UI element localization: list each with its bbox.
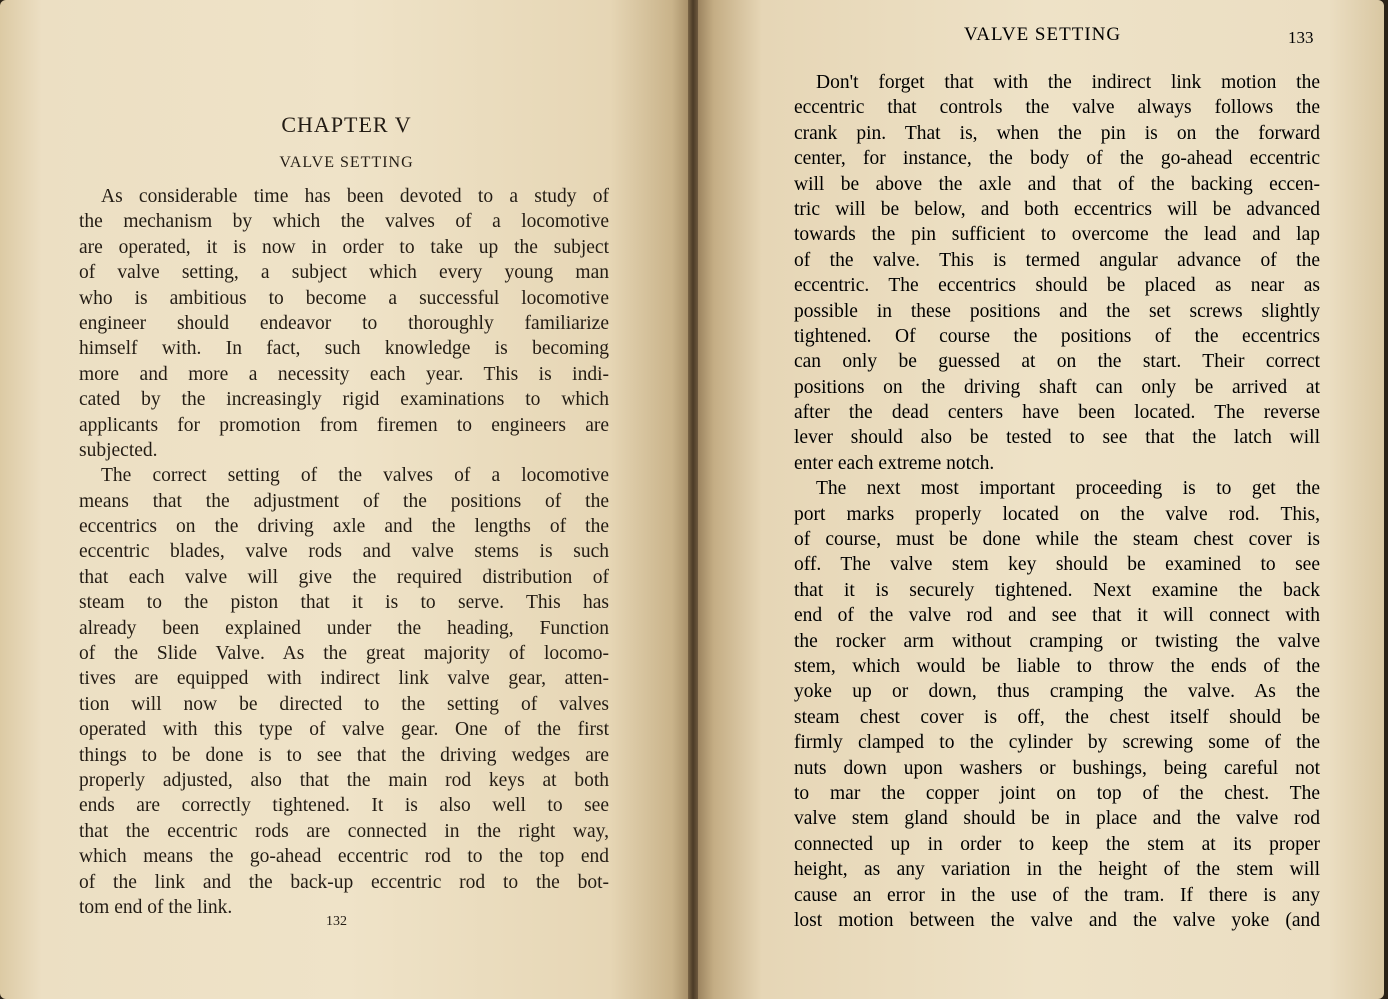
text-line: towards the pin sufficient to overcome the lead and lap [794,224,1320,246]
section-title: VALVE SETTING [279,154,414,171]
text-line: port marks properly located on the valve rod. This, [794,503,1320,525]
text-line: that it is securely tightened. Next examine the back [794,579,1320,601]
text-line: lost motion between the valve and the valve yoke (and [794,909,1320,931]
left-page-text [79,184,609,920]
text-line: Don't forget that with the indirect link motion the [816,72,1320,93]
text-line: eccentric. The eccentrics should be placed as near as [794,275,1320,297]
text-line: nuts down upon washers or bushings, being careful not [794,757,1320,779]
text-line: enter each extreme notch. [794,452,995,474]
text-line: eccentric blades, valve rods and valve stems is such [79,541,609,563]
page-number: 133 [1288,28,1314,47]
text-line: will be above the axle and that of the backing eccen- [794,173,1320,195]
text-line: tom end of the link. [79,896,233,918]
text-line: are operated, it is now in order to take up the subject [79,236,609,258]
text-line: of the link and the back-up eccentric rod to the bot- [79,871,609,893]
text-line: properly adjusted, also that the main rod keys at both [79,769,609,791]
text-line: the rocker arm without cramping or twisting the valve [794,630,1320,652]
text-line: after the dead centers have been located. The reverse [794,402,1320,424]
text-line: end of the valve rod and see that it will connect with [794,605,1320,627]
text-line: to mar the copper joint on top of the chest. The [794,782,1320,804]
text-line: positions on the driving shaft can only be arrived at [794,376,1320,398]
text-line: stem, which would be liable to throw the ends of the [794,655,1320,677]
text-line: subjected. [79,439,158,461]
text-line: cated by the increasingly rigid examinations to which [79,389,609,411]
text-line: steam to the piston that it is to serve. This has [79,592,609,614]
chapter-title: CHAPTER V [281,112,412,137]
text-line: of the Slide Valve. As the great majority of locomo- [79,643,609,665]
left-page [0,0,693,999]
text-line: tric will be below, and both eccentrics will be advanced [794,198,1320,220]
text-line: more and more a necessity each year. This is indi- [79,363,609,385]
text-line: possible in these positions and the set screws slightly [794,300,1320,322]
text-line: means that the adjustment of the positions of the [79,490,609,512]
text-line: of course, must be done while the steam chest cover is [794,529,1320,551]
text-line: tion will now be directed to the setting of valves [79,693,609,715]
text-line: operated with this type of valve gear. One of the first [79,719,609,741]
text-line: already been explained under the heading, Function [79,617,609,639]
text-line: The correct setting of the valves of a locomotive [101,465,609,487]
text-line: that the eccentric rods are connected in the right way, [79,820,609,842]
text-line: firmly clamped to the cylinder by screwing some of the [794,732,1320,754]
text-line: The next most important proceeding is to get the [816,478,1320,500]
text-line: cause an error in the use of the tram. If there is any [794,884,1320,906]
text-line: engineer should endeavor to thoroughly familiarize [79,312,609,334]
text-line: As considerable time has been devoted to a study of [101,186,609,207]
text-line: tives are equipped with indirect link valve gear, atten- [79,668,609,690]
right-page-text [794,70,1320,933]
text-line: can only be guessed at on the start. Their correct [794,351,1320,373]
text-line: crank pin. That is, when the pin is on the forward [794,122,1320,144]
text-line: which means the go-ahead eccentric rod to the top end [79,846,609,868]
text-line: valve stem gland should be in place and the valve rod [794,808,1320,830]
text-line: things to be done is to see that the driving wedges are [79,744,609,766]
text-line: connected up in order to keep the stem at its proper [794,833,1320,855]
text-line: steam chest cover is off, the chest itself should be [794,706,1320,728]
text-line: tightened. Of course the positions of the eccentrics [794,325,1320,347]
page-folio: 132 [326,914,347,929]
text-line: lever should also be tested to see that the latch will [794,427,1320,449]
text-line: that each valve will give the required distribution of [79,566,609,588]
text-line: of valve setting, a subject which every young man [79,262,609,284]
text-line: off. The valve stem key should be examined to see [794,554,1320,576]
text-line: eccentrics on the driving axle and the lengths of the [79,516,609,538]
book-gutter [688,0,698,999]
text-line: ends are correctly tightened. It is also well to see [79,795,609,817]
text-line: of the valve. This is termed angular advance of the [794,249,1320,271]
text-line: who is ambitious to become a successful locomotive [79,287,609,309]
text-line: center, for instance, the body of the go-ahead eccentric [794,148,1320,170]
running-head: VALVE SETTING [964,24,1122,45]
text-line: yoke up or down, thus cramping the valve. As the [794,681,1320,703]
text-line: applicants for promotion from firemen to engineers are [79,414,609,436]
text-line: eccentric that controls the valve always follows the [794,97,1320,119]
text-line: himself with. In fact, such knowledge is becoming [79,338,609,360]
text-line: height, as any variation in the height of the stem will [794,859,1320,881]
text-line: the mechanism by which the valves of a locomotive [79,211,609,233]
